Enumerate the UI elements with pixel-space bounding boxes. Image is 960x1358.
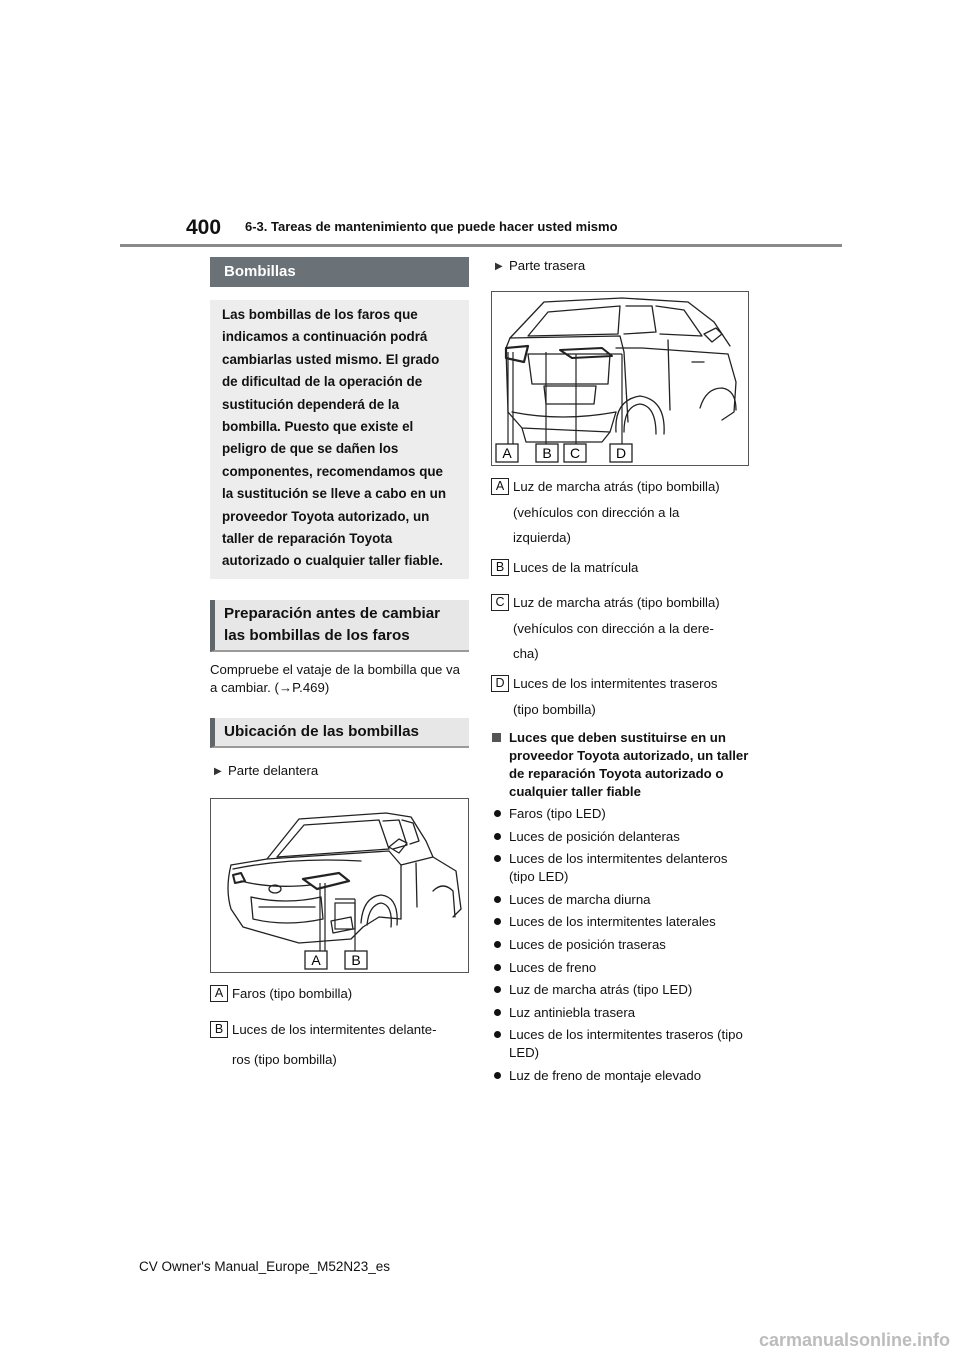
front-figure-label-a: A (311, 951, 321, 968)
label-badge-b: B (210, 1021, 228, 1038)
bullet-icon (494, 855, 501, 862)
rear-car-illustration (492, 292, 748, 465)
front-item-a-text: Faros (tipo bombilla) (232, 985, 353, 1001)
rear-car-figure (491, 291, 749, 466)
label-badge-c: C (491, 594, 509, 611)
list-item-text: Luces de freno (509, 959, 597, 975)
header-rule (120, 244, 842, 247)
list-item-text: Luz antiniebla trasera (509, 1004, 636, 1020)
front-car-illustration (211, 799, 468, 972)
bullet-icon (494, 918, 501, 925)
rear-item-c-cont1: (vehículos con dirección a la dere- (513, 621, 714, 636)
front-item-b-continuation: ros (tipo bombilla) (232, 1051, 337, 1067)
bullet-icon (494, 1009, 501, 1016)
triangle-icon: ▶ (495, 261, 503, 272)
rear-item-d-text: Luces de los intermitentes traseros (513, 676, 718, 691)
right-column (491, 257, 749, 1090)
dealer-bulb-list (491, 805, 749, 1085)
front-item-b (210, 1021, 469, 1039)
rear-label (491, 257, 749, 276)
chapter-title: 6-3. Tareas de mantenimiento que puede hacer usted mismo (245, 219, 618, 234)
list-item-text: Faros (tipo LED) (509, 806, 606, 821)
front-item-a (210, 985, 469, 1003)
left-column (210, 257, 469, 1069)
dealer-heading-text: Luces que deben sustituirse en un proveedor Toyota autorizado, un taller de reparación Toyota autorizado o cualquier taller fiable (509, 730, 749, 799)
bullet-icon (494, 1072, 501, 1079)
bullet-icon (494, 1031, 501, 1038)
footer-text: CV Owner's Manual_Europe_M52N23_es (139, 1259, 390, 1274)
list-item (491, 1067, 749, 1085)
label-badge-a: A (491, 478, 509, 495)
bullet-icon (494, 941, 501, 948)
intro-box (210, 300, 469, 579)
rear-item-d-cont1: (tipo bombilla) (513, 702, 596, 717)
front-figure-label-b: B (351, 951, 361, 968)
rear-item-a-text: Luz de marcha atrás (tipo bombilla) (513, 479, 720, 494)
rear-item-c (491, 594, 749, 612)
bullet-icon (494, 896, 501, 903)
prep-text: Compruebe el vataje de la bombilla que va a cambiar. (→P.469) (210, 661, 460, 695)
list-item (491, 981, 749, 999)
list-item-text: Luces de los intermitentes traseros (tipo LED) (509, 1027, 743, 1061)
rear-figure-label-c: C (569, 445, 581, 461)
page-number: 400 (186, 216, 222, 239)
bullet-icon (494, 833, 501, 840)
list-item (491, 805, 749, 823)
rear-item-d (491, 675, 749, 693)
list-item (491, 850, 749, 886)
rear-item-c-text: Luz de marcha atrás (tipo bombilla) (513, 595, 720, 610)
list-item (491, 828, 749, 846)
list-item (491, 959, 749, 977)
rear-figure-label-b: B (542, 445, 552, 461)
dealer-heading (491, 729, 749, 801)
list-item (491, 913, 749, 931)
rear-item-b-text: Luces de la matrícula (513, 560, 639, 575)
square-bullet-icon (492, 733, 501, 742)
list-item (491, 1004, 749, 1022)
list-item-text: Luces de posición traseras (509, 936, 666, 952)
list-item-text: Luz de freno de montaje elevado (509, 1067, 702, 1083)
rear-figure-label-d: D (615, 445, 627, 461)
front-car-figure (210, 798, 469, 973)
list-item-text: Luz de marcha atrás (tipo LED) (509, 982, 693, 998)
label-badge-a: A (210, 985, 228, 1002)
label-badge-b: B (491, 559, 509, 576)
front-label-text: Parte delantera (228, 762, 319, 778)
rear-item-b (491, 559, 749, 577)
list-item (491, 1026, 749, 1062)
bullet-icon (494, 964, 501, 971)
rear-item-a-cont1: (vehículos con dirección a la (513, 505, 680, 520)
watermark: carmanualsonline.info (759, 1330, 951, 1350)
intro-text: Las bombillas de los faros que indicamos a continuación podrá cambiarlas usted mismo. El grado de dificultad de la operación de sustitución dependerá de la bombilla. Puesto que existe el peligro de que se dañen los componentes, recomendamos que la sustitución se lleve a cabo en un proveedor Toyota autorizado, un taller de reparación Toyota autorizado o cualquier taller fiable. (222, 307, 446, 569)
prep-heading: Preparación antes de cambiar las bombillas de los faros (210, 600, 469, 652)
label-badge-d: D (491, 675, 509, 692)
list-item-text: Luces de los intermitentes laterales (509, 914, 716, 930)
list-item (491, 936, 749, 954)
location-heading: Ubicación de las bombillas (210, 718, 469, 748)
front-label (210, 762, 469, 781)
list-item (491, 891, 749, 909)
list-item-text: Luces de posición delanteras (509, 828, 680, 844)
rear-item-c-cont2: cha) (513, 646, 539, 661)
list-item-text: Luces de marcha diurna (509, 891, 651, 907)
rear-item-a-cont2: izquierda) (513, 530, 571, 545)
rear-label-text: Parte trasera (509, 258, 586, 273)
rear-item-a (491, 478, 749, 496)
bullet-icon (494, 986, 501, 993)
triangle-icon: ▶ (214, 765, 222, 777)
bullet-icon (494, 810, 501, 817)
front-item-b-text: Luces de los intermitentes delante- (232, 1021, 437, 1037)
section-title-bar: Bombillas (210, 257, 469, 287)
rear-figure-label-a: A (502, 445, 512, 461)
list-item-text: Luces de los intermitentes delanteros (tipo LED) (509, 851, 728, 885)
